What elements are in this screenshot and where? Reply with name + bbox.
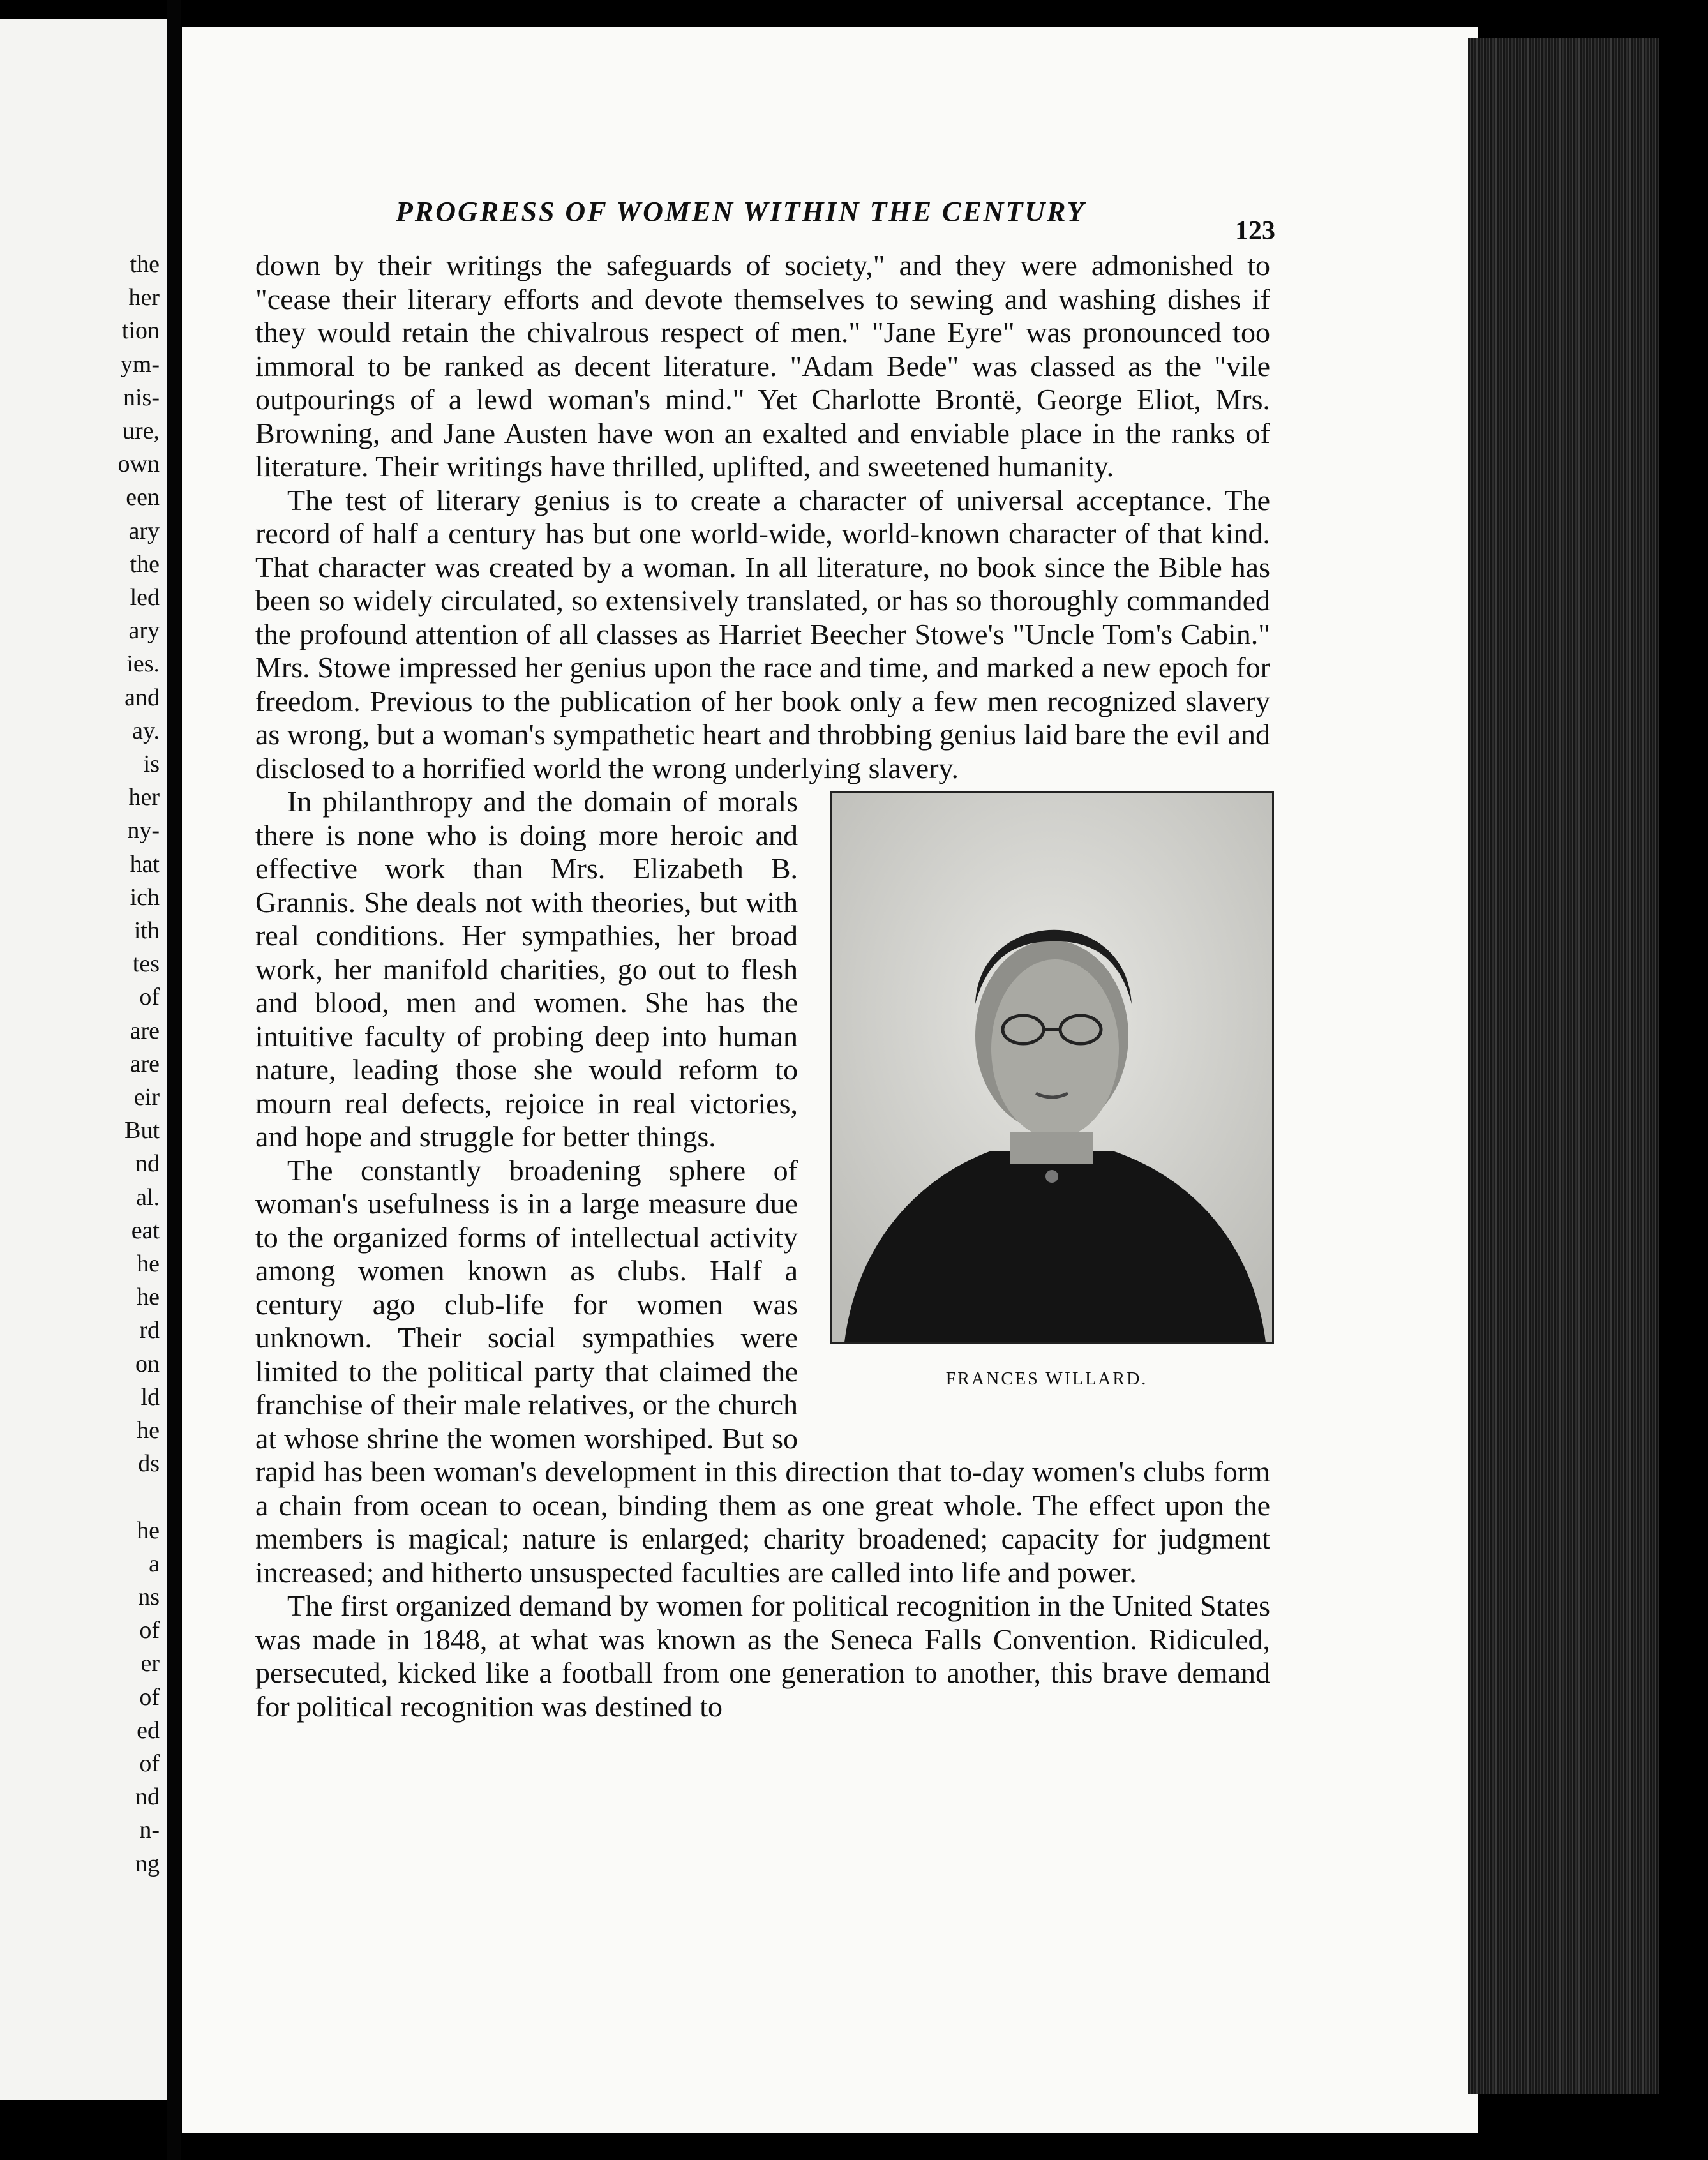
left-page-fragment: eir: [133, 1084, 160, 1111]
page-edges: [1468, 38, 1659, 2094]
paragraph-4: The constantly broadening sphere of woman's usefulness is in a large measure due to the organized forms of intellectual activity among women known as clubs. Half a century ago club-life for women was unknown. Their social sympathies were limited to the political party that claimed the franchise of their male relatives, or the church at whose shrine the women worshiped. But so rapid has been woman's development in this direction that to-day women's clubs form a chain from ocean to ocean, binding them as one great whole. The effect upon the members is magical; nature is enlarged; charity broadened; capacity for judgment increased; and hitherto unsuspected faculties are called into life and power.: [255, 1153, 1270, 1589]
left-page-fragment: ym-: [120, 350, 160, 378]
left-page-fragment: of: [139, 1683, 160, 1711]
left-page-fragment: eat: [131, 1217, 160, 1244]
paragraph-2: The test of literary genius is to create a character of universal acceptance. The record of half a century has but one world-wide, world-known character of that kind. That character was created by a woman. In all literature, no book since the Bible has been so widely circulated, so extensively translated, or has so thoroughly commanded the profound attention of all classes as Harriet Beecher Stowe's "Uncle Tom's Cabin." Mrs. Stowe impressed her genius upon the race and time, and marked a new epoch for freedom. Previous to the publication of her book only a few men recognized slavery as wrong, but a woman's sympathetic heart and throbbing genius laid bare the evil and disclosed to a horrified world the wrong underlying slavery.: [255, 483, 1270, 784]
left-page-fragment: rd: [139, 1317, 160, 1344]
left-page-fragment: But: [124, 1117, 160, 1144]
left-page-fragment: are: [130, 1050, 160, 1077]
figure-caption: FRANCES WILLARD.: [945, 1369, 1148, 1389]
left-page-fragment: ith: [133, 917, 160, 944]
left-page-fragment: of: [139, 984, 160, 1011]
left-page-fragment: ng: [135, 1850, 160, 1877]
left-page-fragment: nd: [135, 1783, 160, 1811]
left-page-fragment: ich: [130, 883, 160, 911]
left-page-fragment: he: [137, 1284, 160, 1311]
left-page-fragment: on: [135, 1350, 160, 1377]
paragraph-5: The first organized demand by women for political recognition in the United States was made in 1848, at what was known as the Seneca Falls Convention. Ridiculed, persecuted, kicked like a football from one generation to another, this brave demand for political recognition was destined to: [255, 1589, 1270, 1723]
left-page-fragment: is: [143, 751, 160, 777]
left-page-fragment: een: [126, 484, 160, 511]
left-page-fragment: her: [128, 784, 160, 811]
left-page-fragment: ure,: [122, 417, 160, 444]
left-page-fragment: ns: [138, 1584, 160, 1610]
paragraph-1: down by their writings the safeguards of society," and they were admonished to "cease their literary efforts and devote themselves to sewing and washing dishes if they would retain the chivalrous respect of men." "Jane Eyre" was pronounced too immoral to be ranked as decent literature. "Adam Bede" was classed as the "vile outpourings of a lewd woman's mind." Yet Charlotte Brontë, George Eliot, Mrs. Browning, and Jane Austen have won an exalted and enviable place in the ranks of literature. Their writings have thrilled, uplifted, and sweetened humanity.: [255, 249, 1270, 483]
left-page-fragment: of: [139, 1750, 160, 1777]
left-page-fragment: al.: [136, 1183, 160, 1211]
left-page-fragment: he: [137, 1250, 160, 1277]
book-gutter: [167, 0, 181, 2160]
portrait-photo: [830, 791, 1274, 1344]
left-page-fragment: ny-: [127, 817, 160, 844]
figure: [823, 791, 1270, 1430]
left-page-fragment: of: [139, 1617, 160, 1644]
body-text: [255, 249, 1270, 1723]
left-page-fragment: own: [117, 451, 160, 478]
left-page-fragment: he: [137, 1517, 160, 1544]
left-page-fragment: ld: [140, 1383, 160, 1411]
left-page-fragment: n-: [139, 1817, 160, 1844]
left-page-fragment: ary: [128, 517, 160, 544]
left-page-fragment: ies.: [126, 650, 160, 678]
left-page-fragment: he: [137, 1417, 160, 1444]
left-page-fragment: her: [128, 284, 160, 311]
left-page-fragment: ay.: [132, 717, 160, 744]
left-page-fragment: ary: [128, 617, 160, 645]
left-page-fragment: are: [130, 1017, 160, 1044]
paragraph-3: In philanthropy and the domain of morals there is none who is doing more heroic and effective work than Mrs. Elizabeth B. Grannis. She deals not with theories, but with real conditions. Her sympathies, her broad work, her manifold charities, go out to flesh and blood, men and women. She has the intuitive faculty of probing deep into human nature, leading those she would reform to mourn real defects, rejoice in real victories, and hope and struggle for better things.: [255, 785, 798, 1153]
left-page-fragment: a: [149, 1550, 160, 1577]
left-page-fragment: ed: [137, 1716, 160, 1744]
left-page: [0, 19, 167, 2100]
left-page-fragment: the: [130, 550, 160, 578]
left-page-fragment: the: [130, 251, 160, 278]
left-page-fragment: nd: [135, 1150, 160, 1178]
left-page-fragment: ds: [138, 1450, 160, 1478]
left-page-fragment: led: [130, 584, 160, 611]
left-page-fragment: tes: [132, 950, 160, 978]
page-number: 123: [1235, 216, 1275, 246]
running-title: PROGRESS OF WOMEN WITHIN THE CENTURY: [396, 196, 1086, 227]
left-page-fragment: nis-: [123, 384, 160, 411]
left-page-fragment: er: [140, 1650, 160, 1677]
left-page-fragment: and: [124, 684, 160, 711]
left-page-fragment: tion: [121, 317, 160, 345]
left-page-fragment: hat: [130, 850, 160, 878]
